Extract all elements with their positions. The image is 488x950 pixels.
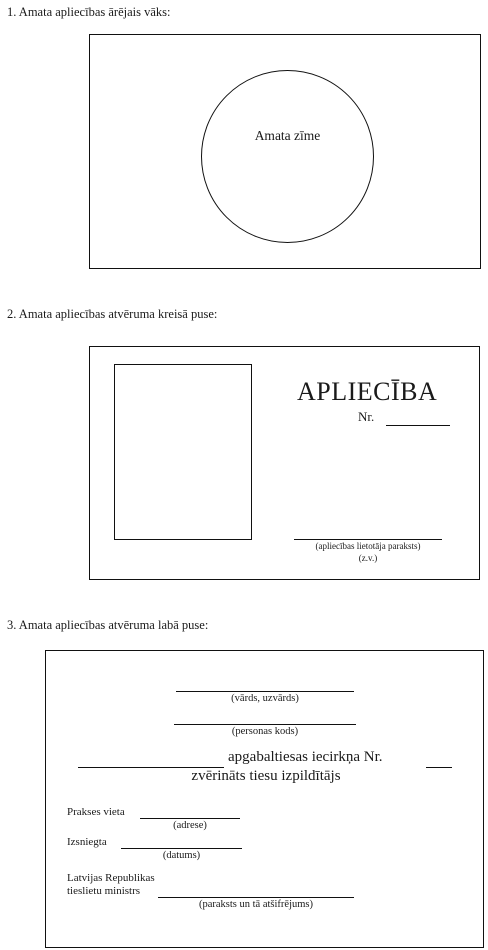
- district-number-line: [426, 767, 452, 768]
- section3-heading: 3. Amata apliecības atvēruma labā puse:: [7, 618, 209, 632]
- name-caption: (vārds, uzvārds): [231, 693, 299, 704]
- minister-signature-caption: (paraksts un tā atšifrējums): [198, 899, 313, 910]
- holder-signature-caption: (apliecības lietotāja paraksts): [315, 541, 421, 551]
- section2-heading: 2. Amata apliecības atvēruma kreisā puse:: [7, 307, 218, 321]
- right-page-frame: [45, 650, 484, 948]
- section1-heading: 1. Amata apliecības ārējais vāks:: [7, 5, 171, 19]
- name-line: [176, 691, 354, 692]
- court-text: apgabaltiesas iecirkņa Nr.: [228, 749, 383, 765]
- left-page-frame: [89, 346, 480, 580]
- practice-place-label: Prakses vieta: [67, 806, 125, 818]
- number-line: [386, 425, 450, 426]
- holder-signature-line: [294, 539, 442, 540]
- emblem-circle: [201, 70, 374, 243]
- position-text: zvērināts tiesu izpildītājs: [191, 768, 341, 784]
- issued-date-line: [121, 848, 242, 849]
- address-caption: (adrese): [173, 820, 207, 831]
- minister-label-line2: tieslietu ministrs: [67, 885, 141, 897]
- outer-cover-frame: [89, 34, 481, 269]
- minister-signature-line: [158, 897, 354, 898]
- personal-code-line: [174, 724, 356, 725]
- minister-label-line1: Latvijas Republikas: [67, 872, 155, 884]
- photo-placeholder: [114, 364, 252, 540]
- emblem-label: Amata zīme: [254, 128, 321, 143]
- practice-address-line: [140, 818, 240, 819]
- seal-caption: (z.v.): [358, 553, 378, 563]
- number-label: Nr.: [358, 409, 375, 424]
- personal-code-caption: (personas kods): [231, 726, 299, 737]
- date-caption: (datums): [162, 850, 201, 861]
- document-title: APLIECĪBA: [297, 377, 438, 406]
- issued-label: Izsniegta: [67, 836, 107, 848]
